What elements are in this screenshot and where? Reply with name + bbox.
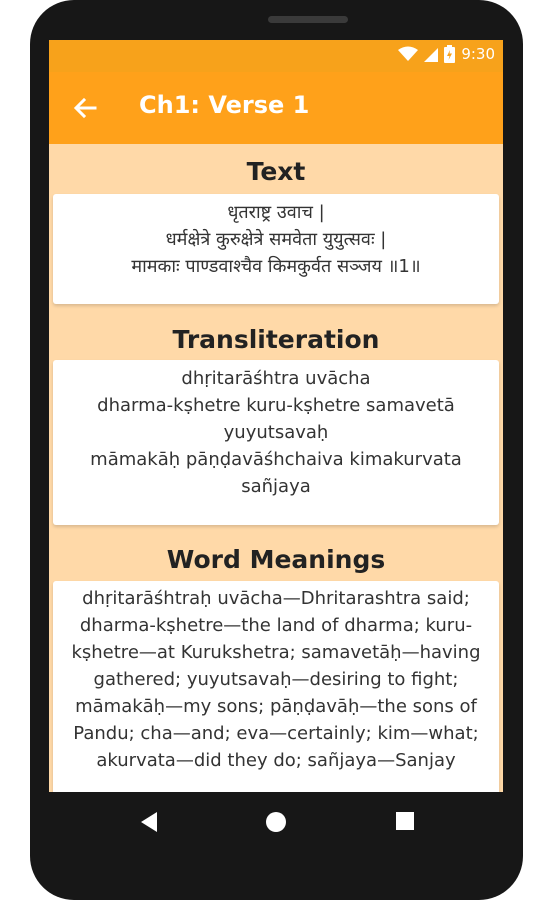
transliteration-line: dhṛitarāśhtra uvācha xyxy=(181,368,371,389)
word-meanings-card xyxy=(53,581,499,792)
signal-icon xyxy=(424,46,438,62)
wifi-icon xyxy=(398,46,418,62)
screen xyxy=(49,40,503,792)
transliteration-line: sañjaya xyxy=(241,476,311,497)
page-title: Ch1: Verse 1 xyxy=(139,91,310,119)
text-line: मामकाः पाण्डवाश्चैव किमकुर्वत सञ्जय ॥1॥ xyxy=(131,256,421,277)
battery-icon xyxy=(444,45,455,63)
transliteration-line: dharma-kṣhetre kuru-kṣhetre samavetā xyxy=(97,395,455,416)
app-bar xyxy=(49,72,503,144)
navigation-bar xyxy=(49,792,503,852)
word-meanings-line: dhṛitarāśhtraḥ uvācha—Dhritarashtra said; xyxy=(82,588,470,609)
word-meanings-line: kṣhetre—at Kurukshetra; samavetāḥ—having xyxy=(71,642,481,663)
text-line: धर्मक्षेत्रे कुरुक्षेत्रे समवेता युयुत्सवः | xyxy=(165,229,387,250)
word-meanings-line: dharma-kṣhetre—the land of dharma; kuru- xyxy=(79,615,473,636)
back-arrow-icon[interactable] xyxy=(69,92,101,124)
transliteration-card xyxy=(53,360,499,525)
word-meanings-line: māmakāḥ—my sons; pāṇḍavāḥ—the sons of xyxy=(75,696,477,717)
text-heading: Text xyxy=(246,157,306,186)
transliteration-line: māmakāḥ pāṇḍavāśhchaiva kimakurvata xyxy=(90,449,462,470)
word-meanings-line: gathered; yuyutsavaḥ—desiring to fight; xyxy=(93,669,459,690)
nav-back-icon[interactable] xyxy=(141,812,157,832)
transliteration-line: yuyutsavaḥ xyxy=(223,422,329,443)
nav-recents-icon[interactable] xyxy=(396,812,414,830)
word-meanings-heading: Word Meanings xyxy=(166,545,386,574)
word-meanings-line: Pandu; cha—and; eva—certainly; kim—what; xyxy=(73,723,479,744)
text-card xyxy=(53,194,499,304)
nav-home-icon[interactable] xyxy=(266,812,286,832)
speaker-grille xyxy=(268,16,348,23)
status-time: 9:30 xyxy=(461,45,495,63)
text-line: धृतराष्ट्र उवाच | xyxy=(227,202,325,223)
word-meanings-line: akurvata—did they do; sañjaya—Sanjay xyxy=(96,750,456,771)
status-bar xyxy=(49,40,503,72)
transliteration-heading: Transliteration xyxy=(172,325,380,354)
